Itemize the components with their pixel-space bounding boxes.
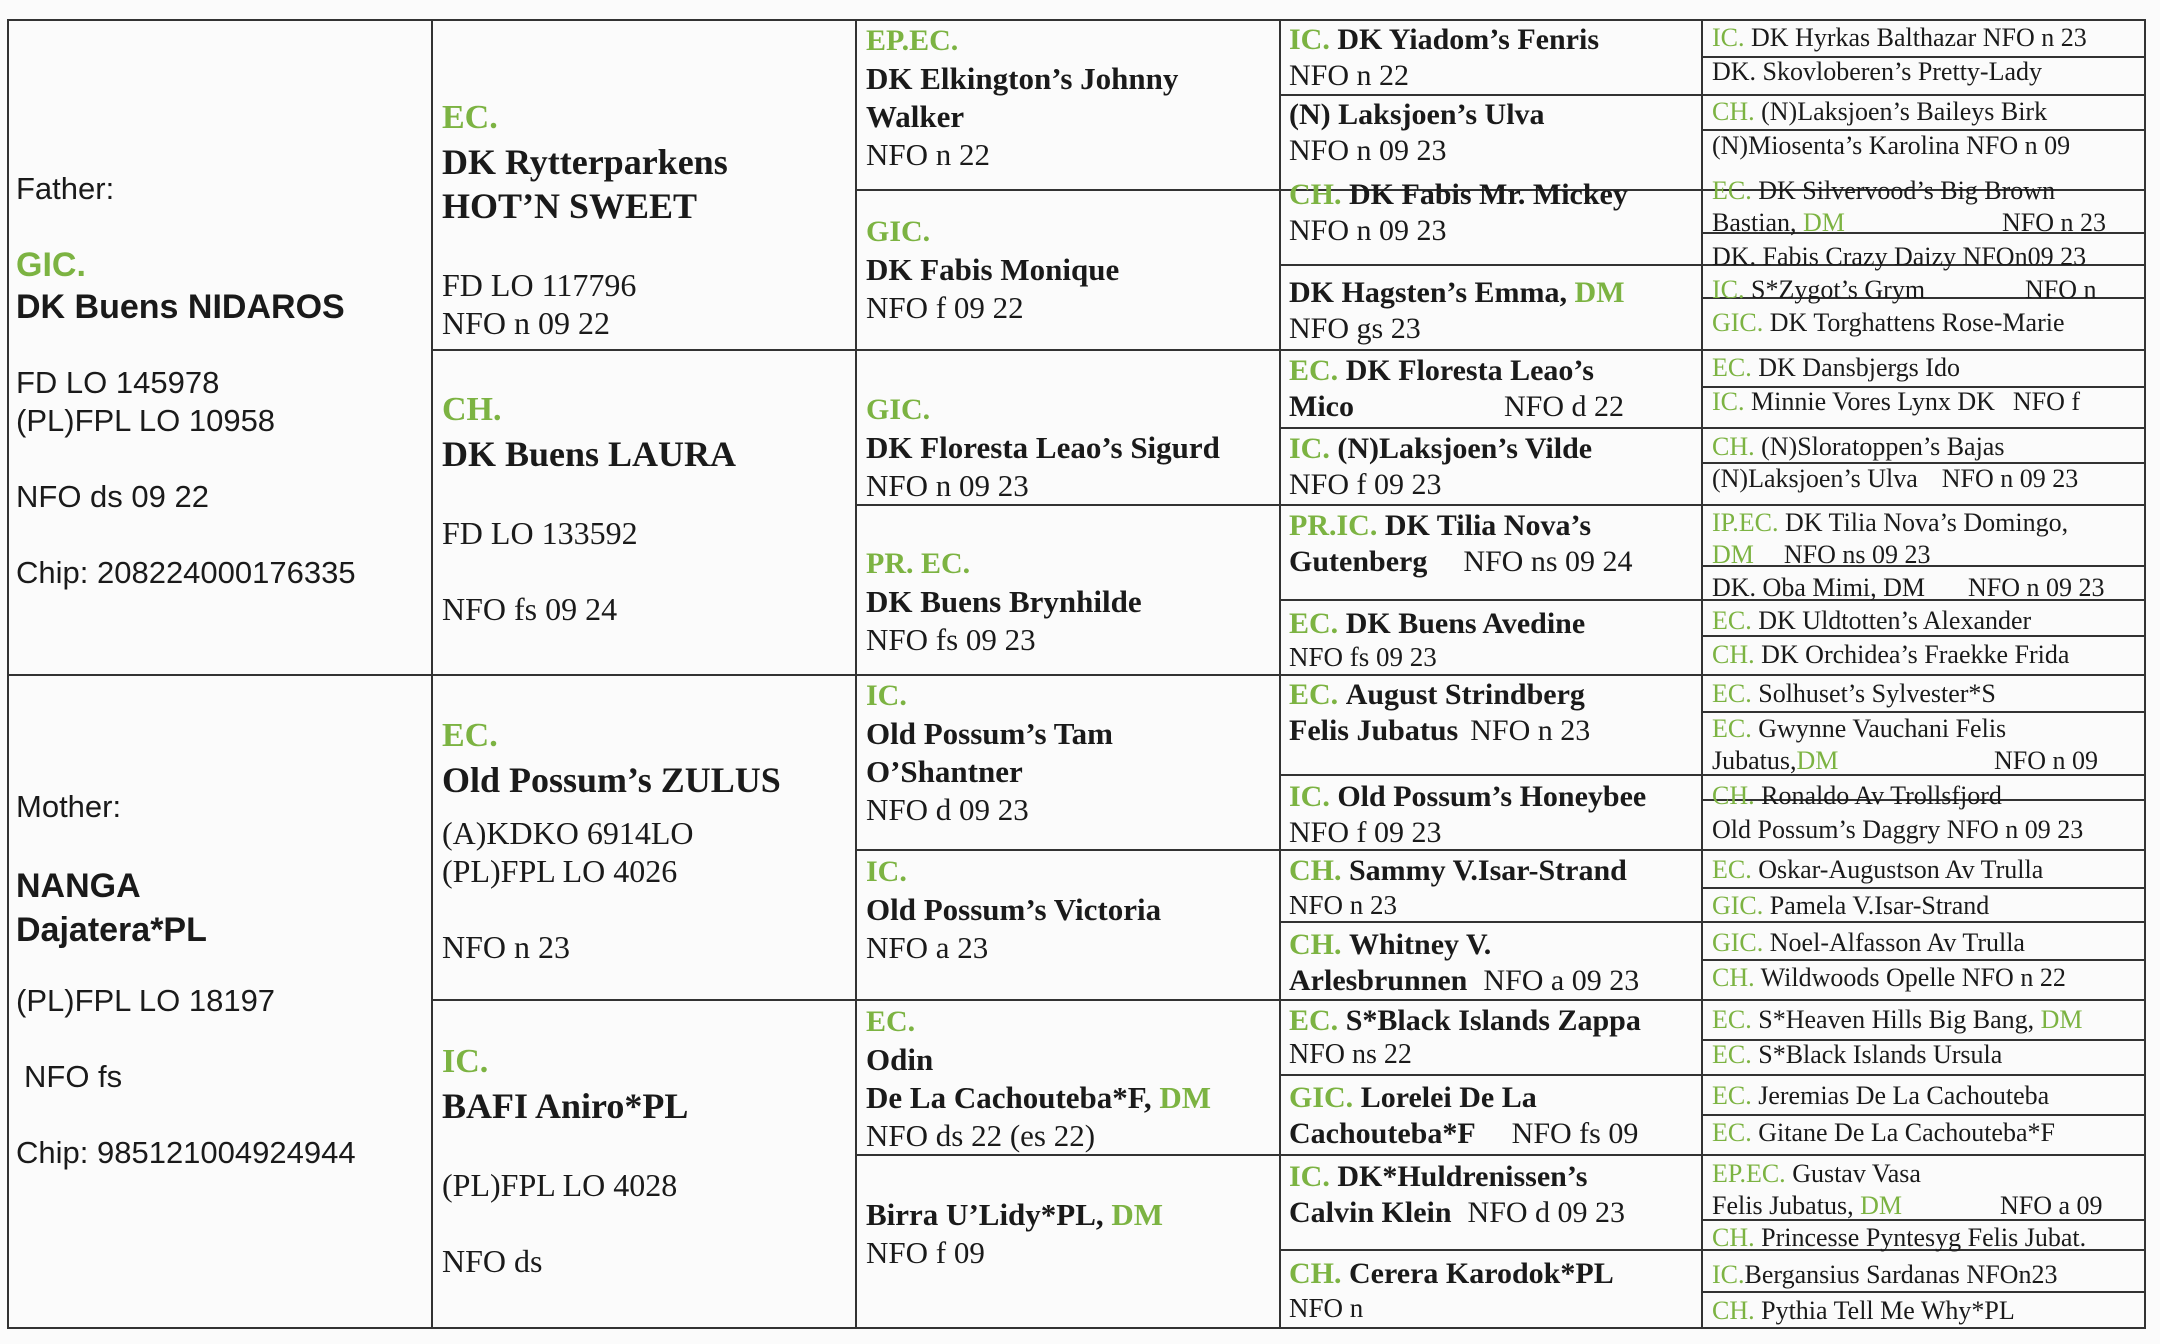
gen4-title: IC. <box>1289 23 1330 56</box>
gen4-ems: NFO ns 09 24 <box>1463 545 1633 578</box>
gen5-dm: DM <box>2040 1005 2083 1034</box>
gen5-name: S*Heaven Hills Big Bang, <box>1758 1005 2035 1034</box>
gen4-dm: DM <box>1574 276 1625 309</box>
gen5-title: EC. <box>1712 679 1752 708</box>
gen4-cell-16 <box>1289 1256 1694 1324</box>
gen4-title: IC. <box>1289 780 1330 813</box>
gen3-ems: NFO a 23 <box>866 930 989 965</box>
gen2-sire-dam <box>442 388 847 628</box>
gen5-name: (N)Laksjoen’s Baileys Birk <box>1761 97 2048 126</box>
gen5-row-2 <box>1712 56 2142 88</box>
gen4-cell-3 <box>1289 177 1694 249</box>
gen3-name-2: Walker <box>866 99 965 134</box>
gen4-title: CH. <box>1289 1257 1342 1290</box>
gen5-name: DK. Oba Mimi, DM <box>1712 573 1926 602</box>
gen4-ems: NFO d 22 <box>1503 390 1624 423</box>
gen5-row-8 <box>1712 307 2142 339</box>
gen4-title: EC. <box>1289 1004 1339 1037</box>
gen5-name: Gitane De La Cachouteba*F <box>1758 1118 2055 1147</box>
gen4-name: August Strindberg <box>1345 678 1585 711</box>
gen5-name: Old Possum’s Daggry NFO n 09 23 <box>1712 815 2084 844</box>
gen3-cell-4 <box>866 545 1271 659</box>
gen4-cell-2 <box>1289 97 1694 169</box>
gen5-name: S*Zygot’s Grym <box>1751 275 1926 304</box>
gen4-name: Old Possum’s Honeybee <box>1337 780 1647 813</box>
gen4-ems: NFO f 09 23 <box>1289 468 1442 501</box>
gen5-name: DK. Skovloberen’s Pretty-Lady <box>1712 57 2043 86</box>
gen5-title: IC. <box>1712 275 1745 304</box>
gen5-name: Wildwoods Opelle NFO n 22 <box>1760 963 2066 992</box>
gen5-name: (N)Miosenta’s Karolina NFO n 09 <box>1712 131 2071 160</box>
gen5-name: Bergansius Sardanas NFOn23 <box>1744 1260 2058 1289</box>
gen4-title: IC. <box>1289 432 1330 465</box>
gen2-reg: FD LO 117796 <box>442 267 637 303</box>
gen5-title: EC. <box>1712 1118 1752 1147</box>
gen4-name: DK Tilia Nova’s <box>1384 509 1591 542</box>
gen4-name: Lorelei De La <box>1360 1081 1537 1114</box>
gen4-name: (N)Laksjoen’s Vilde <box>1337 432 1593 465</box>
gen5-row-18 <box>1712 713 2142 777</box>
gen5-title: IP.EC. <box>1712 508 1779 537</box>
gen2-name-1: DK Buens LAURA <box>442 434 737 474</box>
gen4-ems: NFO gs 23 <box>1289 312 1421 345</box>
gen4-title: EC. <box>1289 354 1339 387</box>
gen4-name: (N) Laksjoen’s Ulva <box>1289 98 1545 131</box>
gen4-cell-5 <box>1289 353 1694 425</box>
gen5-row-12 <box>1712 463 2142 495</box>
gen5-row-15 <box>1712 605 2142 637</box>
gen5-ems: NFO n 09 23 <box>1941 464 2079 493</box>
gen4-name: DK Fabis Mr. Mickey <box>1349 178 1628 211</box>
gen3-ems: NFO n 22 <box>866 137 991 172</box>
gen3-ems: NFO n 09 23 <box>866 468 1029 503</box>
gen5-name: DK Tilia Nova’s Domingo, <box>1784 508 2069 537</box>
gen4-title: PR.IC. <box>1289 509 1378 542</box>
gen5-dm: DM <box>1803 208 1845 237</box>
gen5-name-2: Bastian, <box>1712 208 1797 237</box>
father-name: DK Buens NIDAROS <box>16 288 345 326</box>
gen5-title: CH. <box>1712 963 1755 992</box>
mother-chip: Chip: 985121004924944 <box>16 1135 356 1170</box>
gen5-row-29 <box>1712 1158 2142 1222</box>
gen3-name-1: Birra U’Lidy*PL, <box>866 1197 1104 1232</box>
gen4-cell-14 <box>1289 1080 1694 1152</box>
gen2-name-1: BAFI Aniro*PL <box>442 1086 689 1126</box>
gen2-dam-sire <box>442 714 847 966</box>
gen3-title: GIC. <box>866 215 931 248</box>
gen3-ems: NFO f 09 <box>866 1235 985 1270</box>
gen3-ems: NFO ds 22 (es 22) <box>866 1118 1096 1153</box>
gen4-title: CH. <box>1289 178 1342 211</box>
gen4-name: DK Yiadom’s Fenris <box>1337 23 1599 56</box>
gen4-name: Whitney V. <box>1349 928 1492 961</box>
gen3-name-1: Old Possum’s Tam <box>866 716 1113 751</box>
gen3-cell-8 <box>866 1196 1271 1272</box>
gen3-cell-7 <box>866 1003 1271 1155</box>
father-reg-1: FD LO 145978 <box>16 365 220 400</box>
gen5-title: CH. <box>1712 1296 1755 1325</box>
gen5-row-25 <box>1712 1004 2142 1036</box>
gen2-dam-dam <box>442 1040 847 1280</box>
gen5-name: Oskar-Augustson Av Trulla <box>1758 855 2044 884</box>
gen3-name-2: O’Shantner <box>866 754 1023 789</box>
gen5-title: EC. <box>1712 1081 1752 1110</box>
gen5-dm: DM <box>1860 1191 1902 1220</box>
gen5-ems: NFO n 09 <box>1994 746 2099 775</box>
father-cell <box>16 170 426 592</box>
gen3-name-1: DK Buens Brynhilde <box>866 584 1142 619</box>
gen5-row-30 <box>1712 1222 2142 1254</box>
gen5-row-13 <box>1712 507 2142 571</box>
gen5-row-19 <box>1712 780 2142 812</box>
gen2-title: EC. <box>442 99 498 136</box>
gen2-ems: NFO fs 09 24 <box>442 591 618 627</box>
gen3-title: EC. <box>866 1005 916 1038</box>
gen2-title: CH. <box>442 391 502 428</box>
gen4-title: EC. <box>1289 678 1339 711</box>
gen5-row-4 <box>1712 130 2142 162</box>
mother-cell <box>16 788 426 1172</box>
gen5-ems: NFO f <box>2012 387 2081 416</box>
gen4-cell-15 <box>1289 1159 1694 1231</box>
gen5-row-6 <box>1712 241 2142 273</box>
gen2-ems: NFO ds <box>442 1243 543 1279</box>
gen4-title: CH. <box>1289 928 1342 961</box>
gen4-ems: NFO a 09 23 <box>1483 964 1640 997</box>
gen5-dm: DM <box>1796 746 1839 775</box>
gen4-name: DK Hagsten’s Emma, <box>1289 276 1568 309</box>
gen5-name: Ronaldo Av Trollsfjord <box>1761 781 2002 810</box>
gen4-name: Cerera Karodok*PL <box>1349 1257 1614 1290</box>
gen5-title: GIC. <box>1712 891 1764 920</box>
gen5-row-28 <box>1712 1117 2142 1149</box>
father-chip: Chip: 208224000176335 <box>16 555 356 590</box>
gen3-title: IC. <box>866 855 907 888</box>
gen5-name: (N)Laksjoen’s Ulva <box>1712 464 1918 493</box>
gen5-title: CH. <box>1712 640 1755 669</box>
gen5-title: CH. <box>1712 97 1755 126</box>
gen5-row-20 <box>1712 814 2142 846</box>
gen3-ems: NFO d 09 23 <box>866 792 1029 827</box>
gen3-name-1: Old Possum’s Victoria <box>866 892 1162 927</box>
gen5-row-26 <box>1712 1039 2142 1071</box>
gen4-cell-6 <box>1289 431 1694 503</box>
gen4-cell-11 <box>1289 853 1694 921</box>
gen4-cell-10 <box>1289 779 1694 851</box>
gen5-name: DK. Fabis Crazy Daizy NFOn09 23 <box>1712 242 2087 271</box>
gen4-ems: NFO n 23 <box>1470 714 1591 747</box>
gen3-ems: NFO fs 09 23 <box>866 622 1036 657</box>
gen4-name-2: Mico <box>1289 390 1354 423</box>
gen5-name: DK Uldtotten’s Alexander <box>1758 606 2032 635</box>
gen5-title: EC. <box>1712 714 1752 743</box>
gen4-name: Sammy V.Isar-Strand <box>1349 854 1627 887</box>
mother-reg: (PL)FPL LO 18197 <box>16 983 276 1018</box>
gen4-name: DK*Huldrenissen’s <box>1337 1160 1588 1193</box>
gen4-name: S*Black Islands Zappa <box>1345 1004 1641 1037</box>
gen4-title: GIC. <box>1289 1081 1354 1114</box>
gen3-name-1: DK Fabis Monique <box>866 252 1120 287</box>
gen5-title: EC. <box>1712 606 1752 635</box>
gen2-name-1: DK Rytterparkens <box>442 142 728 182</box>
gen3-name-2: De La Cachouteba*F, <box>866 1080 1152 1115</box>
gen2-ems: NFO n 09 22 <box>442 305 611 341</box>
gen4-name-2: Calvin Klein <box>1289 1196 1452 1229</box>
gen5-title: GIC. <box>1712 928 1764 957</box>
gen4-ems: NFO n 23 <box>1289 890 1398 920</box>
father-label: Father: <box>16 171 115 206</box>
gen4-ems: NFO d 09 23 <box>1467 1196 1626 1229</box>
gen5-ems: NFO n 09 23 <box>1968 573 2105 602</box>
gen5-name: Princesse Pyntesyg Felis Jubat. <box>1761 1223 2087 1252</box>
gen5-name: DK Orchidea’s Fraekke Frida <box>1761 640 2070 669</box>
gen5-name: DK Dansbjergs Ido <box>1758 353 1960 382</box>
gen5-ems: NFO n <box>2025 275 2097 304</box>
gen5-name: DK Torghattens Rose-Marie <box>1769 308 2065 337</box>
gen4-ems: NFO fs 09 <box>1511 1117 1639 1150</box>
gen4-cell-9 <box>1289 677 1694 749</box>
gen5-row-24 <box>1712 962 2142 994</box>
gen5-dm: DM <box>1712 540 1754 569</box>
gen3-name-1: DK Floresta Leao’s Sigurd <box>866 430 1220 465</box>
mother-label: Mother: <box>16 789 122 824</box>
gen5-row-32 <box>1712 1295 2142 1327</box>
gen4-cell-1 <box>1289 22 1694 94</box>
gen5-title: IC. <box>1712 387 1745 416</box>
gen4-ems: NFO n 09 23 <box>1289 214 1447 247</box>
gen3-cell-5 <box>866 677 1271 829</box>
gen5-name-2: Jubatus, <box>1712 746 1797 775</box>
gen2-name-2: HOT’N SWEET <box>442 186 698 226</box>
gen5-name: DK Hyrkas Balthazar NFO n 23 <box>1751 23 2087 52</box>
gen5-row-16 <box>1712 639 2142 671</box>
gen3-cell-3 <box>866 391 1271 505</box>
gen5-row-1 <box>1712 22 2142 54</box>
gen5-row-21 <box>1712 854 2142 886</box>
gen4-name-2: Cachouteba*F <box>1289 1117 1476 1150</box>
gen4-cell-4 <box>1289 275 1694 347</box>
gen5-row-9 <box>1712 352 2142 384</box>
gen5-title: EC. <box>1712 1005 1752 1034</box>
gen5-name: Minnie Vores Lynx DK <box>1751 387 1995 416</box>
gen5-name: (N)Sloratoppen’s Bajas <box>1761 432 2005 461</box>
mother-ems: NFO fs <box>24 1059 123 1094</box>
gen5-row-27 <box>1712 1080 2142 1112</box>
gen5-row-7 <box>1712 274 2142 306</box>
gen5-row-14 <box>1712 572 2142 604</box>
gen5-name: Solhuset’s Sylvester*S <box>1758 679 1996 708</box>
gen5-name: Gwynne Vauchani Felis <box>1758 714 2007 743</box>
gen5-row-5 <box>1712 175 2142 239</box>
gen5-title: EC. <box>1712 353 1752 382</box>
father-title: GIC. <box>16 246 86 284</box>
gen5-name: Pamela V.Isar-Strand <box>1769 891 1990 920</box>
gen5-row-17 <box>1712 678 2142 710</box>
gen5-row-23 <box>1712 927 2142 959</box>
gen4-cell-12 <box>1289 927 1694 999</box>
gen2-reg: (PL)FPL LO 4028 <box>442 1167 678 1203</box>
gen5-name: Jeremias De La Cachouteba <box>1758 1081 2050 1110</box>
gen4-title: IC. <box>1289 1160 1330 1193</box>
gen5-name: S*Black Islands Ursula <box>1758 1040 2003 1069</box>
gen4-title: CH. <box>1289 854 1342 887</box>
gen5-title: CH. <box>1712 432 1755 461</box>
gen2-reg: FD LO 133592 <box>442 515 638 551</box>
gen4-title: EC. <box>1289 607 1339 640</box>
gen4-cell-8 <box>1289 606 1694 672</box>
gen3-title: PR. EC. <box>866 547 971 580</box>
gen5-title: IC. <box>1712 23 1745 52</box>
gen3-title: IC. <box>866 679 907 712</box>
gen4-ems: NFO f 09 23 <box>1289 816 1442 849</box>
father-reg-2: (PL)FPL LO 10958 <box>16 403 276 438</box>
gen3-cell-1 <box>866 22 1271 174</box>
gen4-cell-7 <box>1289 508 1694 580</box>
gen4-name: DK Floresta Leao’s <box>1345 354 1594 387</box>
gen3-name-1: DK Elkington’s Johnny <box>866 61 1179 96</box>
gen3-name-1: Odin <box>866 1042 934 1077</box>
gen3-dm: DM <box>1159 1080 1212 1115</box>
gen5-name-2: Felis Jubatus, <box>1712 1191 1854 1220</box>
gen4-ems: NFO n 22 <box>1289 59 1410 92</box>
gen2-sire-sire <box>442 96 847 342</box>
gen5-ems: NFO a 09 <box>2000 1191 2103 1220</box>
gen2-title: EC. <box>442 717 498 754</box>
gen4-name-2: Gutenberg <box>1289 545 1428 578</box>
gen5-row-10 <box>1712 386 2142 418</box>
gen5-row-31 <box>1712 1259 2142 1291</box>
gen5-title: GIC. <box>1712 308 1764 337</box>
gen4-cell-13 <box>1289 1003 1694 1071</box>
gen5-title: CH. <box>1712 1223 1755 1252</box>
gen4-ems: NFO n <box>1289 1293 1364 1323</box>
gen5-title: EC. <box>1712 1040 1752 1069</box>
gen3-title: EP.EC. <box>866 24 959 57</box>
gen3-ems: NFO f 09 22 <box>866 290 1024 325</box>
gen5-name: Pythia Tell Me Why*PL <box>1761 1296 2015 1325</box>
gen5-name: DK Silvervood’s Big Brown <box>1758 176 2056 205</box>
gen5-ems: NFO n 23 <box>2002 208 2107 237</box>
gen3-dm: DM <box>1111 1197 1164 1232</box>
gen4-ems: NFO ns 22 <box>1289 1039 1412 1070</box>
gen2-ems: NFO n 23 <box>442 929 571 965</box>
gen3-cell-6 <box>866 853 1271 967</box>
gen5-name: Gustav Vasa <box>1792 1159 1921 1188</box>
gen4-ems: NFO fs 09 23 <box>1289 642 1437 672</box>
mother-name-2: Dajatera*PL <box>16 911 207 949</box>
gen2-reg-1: (A)KDKO 6914LO <box>442 815 694 851</box>
gen3-title: GIC. <box>866 393 931 426</box>
gen4-name-2: Arlesbrunnen <box>1289 964 1468 997</box>
gen5-row-22 <box>1712 890 2142 922</box>
gen3-cell-2 <box>866 213 1271 327</box>
gen5-row-3 <box>1712 96 2142 128</box>
gen2-title: IC. <box>442 1043 489 1080</box>
gen5-title: EP.EC. <box>1712 1159 1786 1188</box>
gen5-name: Noel-Alfasson Av Trulla <box>1769 928 2025 957</box>
gen4-name: DK Buens Avedine <box>1345 607 1586 640</box>
gen2-reg-2: (PL)FPL LO 4026 <box>442 853 678 889</box>
gen5-title: IC. <box>1712 1260 1745 1289</box>
gen5-row-11 <box>1712 431 2142 463</box>
gen4-name-2: Felis Jubatus <box>1289 714 1459 747</box>
mother-name-1: NANGA <box>16 867 141 905</box>
gen5-title: EC. <box>1712 855 1752 884</box>
father-ems: NFO ds 09 22 <box>16 479 209 514</box>
gen5-title: EC. <box>1712 176 1752 205</box>
gen2-name-1: Old Possum’s ZULUS <box>442 760 781 800</box>
gen4-ems: NFO n 09 23 <box>1289 134 1447 167</box>
gen5-title: CH. <box>1712 781 1755 810</box>
gen5-ems: NFO ns 09 23 <box>1783 540 1931 569</box>
